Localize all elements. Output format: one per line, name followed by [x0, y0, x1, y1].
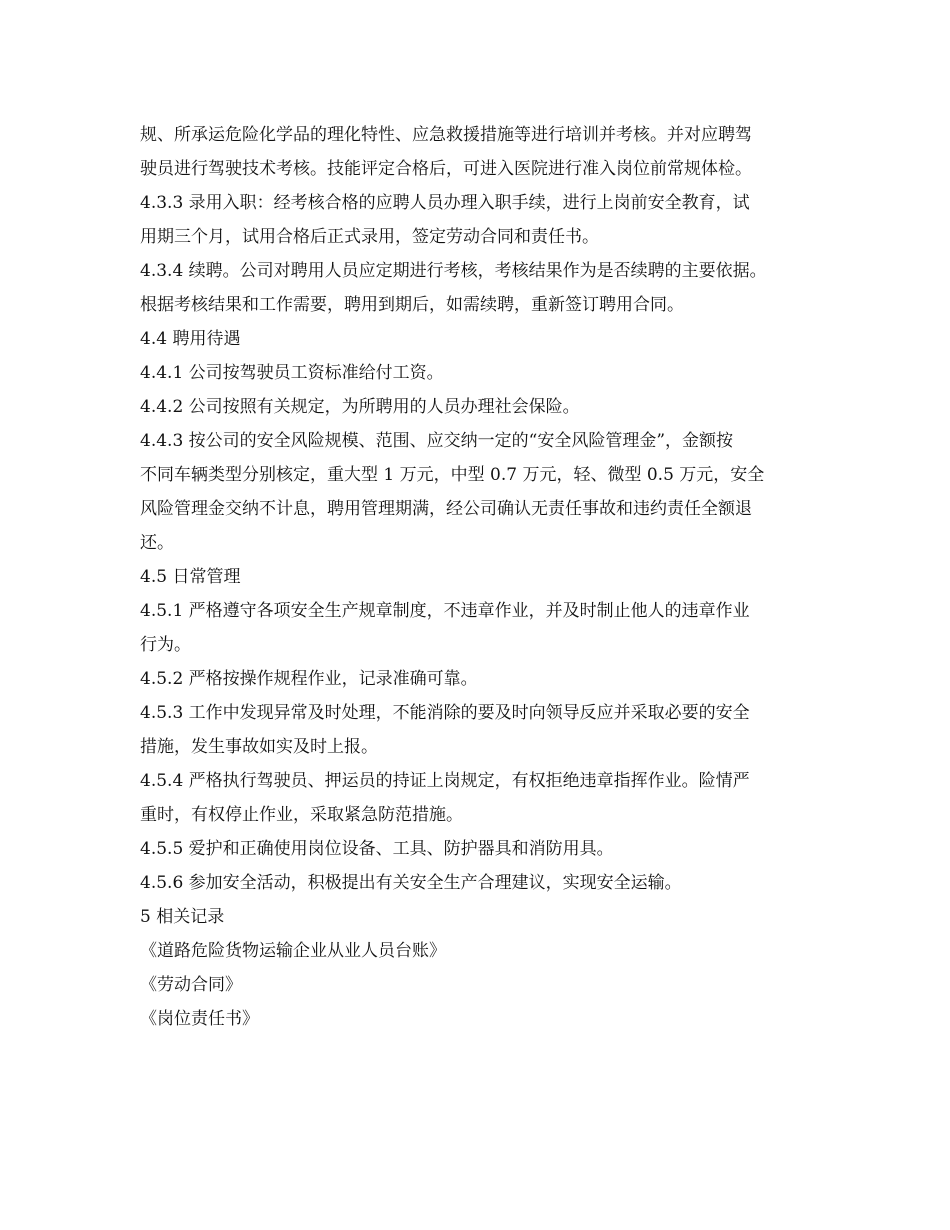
- record-item: 《劳动合同》: [140, 975, 242, 995]
- text-line: 4.5.4 严格执行驾驶员、押运员的持证上岗规定，有权拒绝违章指挥作业。险情严: [140, 771, 750, 791]
- text-line: 根据考核结果和工作需要，聘用到期后，如需续聘，重新签订聘用合同。: [140, 295, 684, 315]
- text-line: 规、所承运危险化学品的理化特性、应急救援措施等进行培训并考核。并对应聘驾: [140, 125, 752, 145]
- text-line: 4.3.3 录用入职：经考核合格的应聘人员办理入职手续，进行上岗前安全教育，试: [140, 193, 750, 213]
- text-line: 4.4.2 公司按照有关规定，为所聘用的人员办理社会保险。: [140, 397, 580, 417]
- text-line: 4.5.3 工作中发现异常及时处理，不能消除的要及时向领导反应并采取必要的安全: [140, 703, 750, 723]
- text-line: 驶员进行驾驶技术考核。技能评定合格后，可进入医院进行准入岗位前常规体检。: [140, 159, 752, 179]
- text-line: 不同车辆类型分别核定，重大型 1 万元，中型 0.7 万元，轻、微型 0.5 万元，安全: [140, 465, 765, 485]
- text-line: 用期三个月，试用合格后正式录用，签定劳动合同和责任书。: [140, 227, 599, 247]
- text-line: 4.5.6 参加安全活动，积极提出有关安全生产合理建议，实现安全运输。: [140, 873, 682, 893]
- text-line: 4.5.1 严格遵守各项安全生产规章制度，不违章作业，并及时制止他人的违章作业: [140, 601, 750, 621]
- section-heading: 5 相关记录: [140, 907, 225, 927]
- text-line: 还。: [140, 533, 174, 553]
- text-line: 行为。: [140, 635, 191, 655]
- text-line: 重时，有权停止作业，采取紧急防范措施。: [140, 805, 463, 825]
- text-line: 4.4.3 按公司的安全风险规模、范围、应交纳一定的“安全风险管理金”，金额按: [140, 431, 734, 451]
- text-line: 风险管理金交纳不计息，聘用管理期满，经公司确认无责任事故和违约责任全额退: [140, 499, 752, 519]
- text-line: 措施，发生事故如实及时上报。: [140, 737, 378, 757]
- section-heading: 4.5 日常管理: [140, 567, 241, 587]
- section-heading: 4.4 聘用待遇: [140, 329, 241, 349]
- record-item: 《道路危险货物运输企业从业人员台账》: [140, 941, 446, 961]
- record-item: 《岗位责任书》: [140, 1009, 259, 1029]
- document-body: [140, 118, 830, 1036]
- text-line: 4.5.5 爱护和正确使用岗位设备、工具、防护器具和消防用具。: [140, 839, 614, 859]
- text-line: 4.3.4 续聘。公司对聘用人员应定期进行考核，考核结果作为是否续聘的主要依据。: [140, 261, 767, 281]
- text-line: 4.5.2 严格按操作规程作业，记录准确可靠。: [140, 669, 478, 689]
- text-line: 4.4.1 公司按驾驶员工资标准给付工资。: [140, 363, 444, 383]
